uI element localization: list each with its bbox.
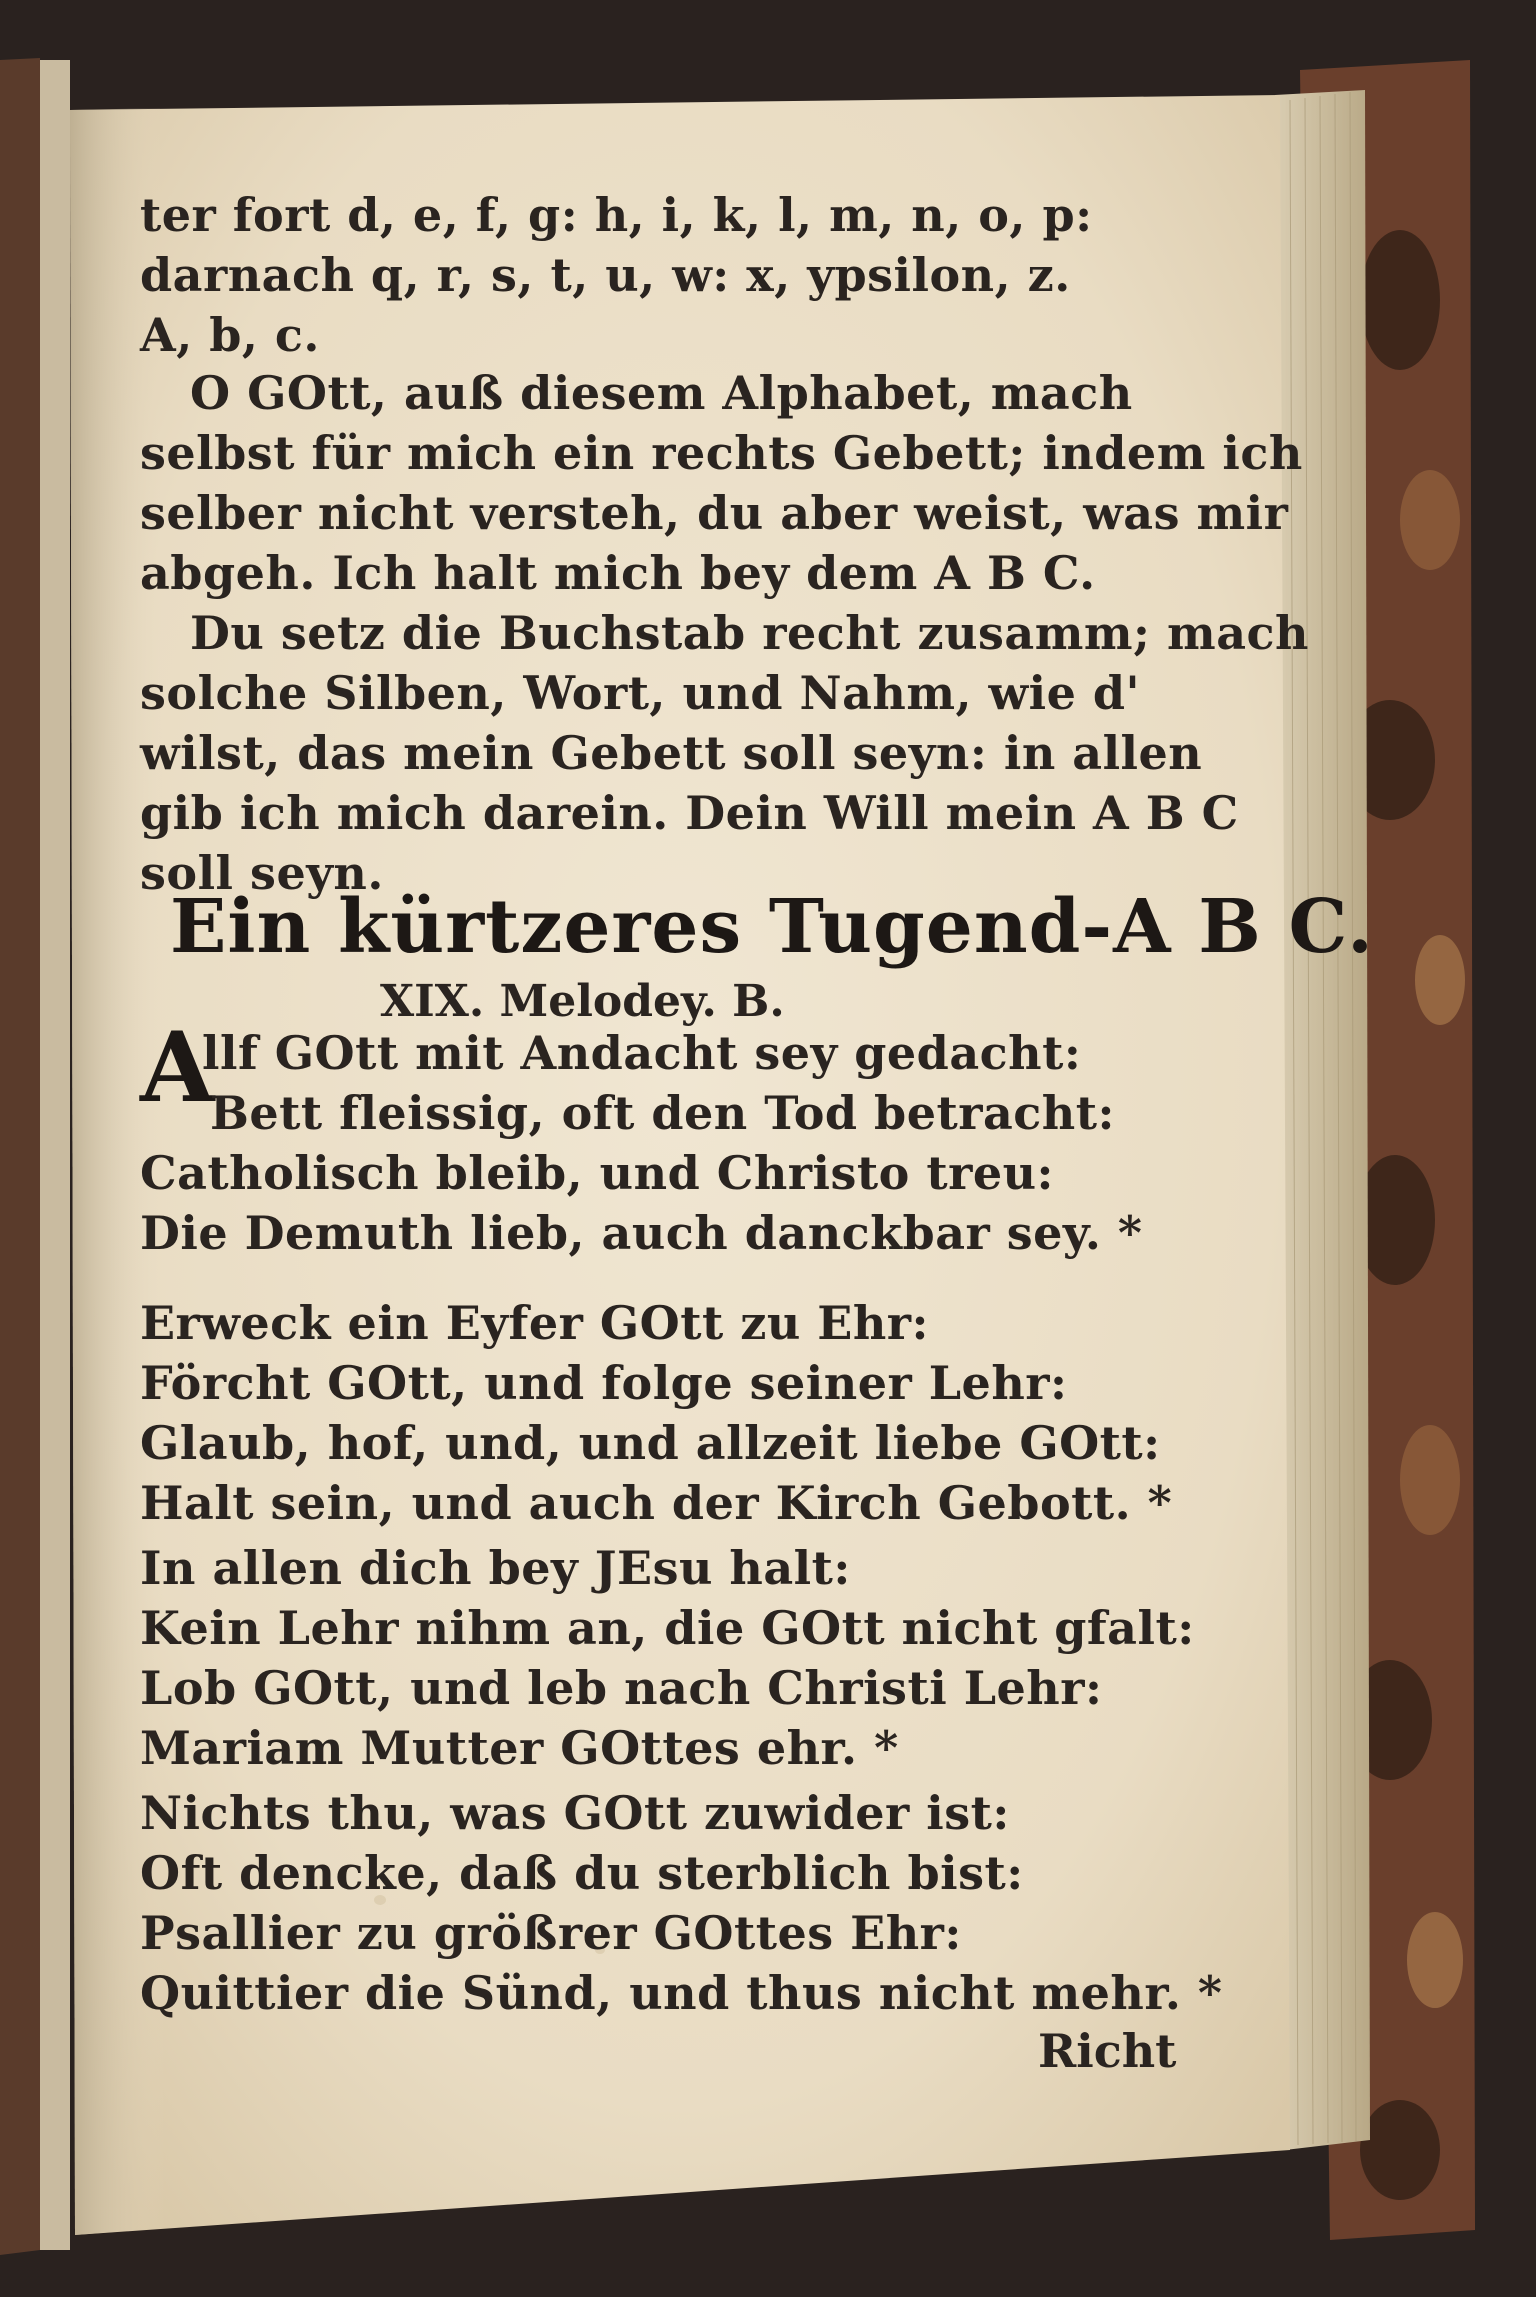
- verse-line: Mariam Mutter GOttes ehr. *: [140, 1721, 899, 1775]
- catchword: Richt: [1038, 2024, 1177, 2078]
- text-line: darnach q, r, s, t, u, w: x, ypsilon, z.: [140, 248, 1071, 302]
- verse-line: llf GOtt mit Andacht sey gedacht:: [202, 1026, 1082, 1080]
- text-line: solche Silben, Wort, und Nahm, wie d': [140, 666, 1141, 720]
- verse-line: Nichts thu, was GOtt zuwider ist:: [140, 1786, 1010, 1840]
- text-line: gib ich mich darein. Dein Will mein A B C: [140, 786, 1239, 840]
- verse-line: Halt sein, und auch der Kirch Gebott. *: [140, 1476, 1173, 1530]
- verse-line: Bett fleissig, oft den Tod betracht:: [210, 1086, 1115, 1140]
- verse-line: In allen dich bey JEsu halt:: [140, 1541, 851, 1595]
- verse-line: Förcht GOtt, und folge seiner Lehr:: [140, 1356, 1068, 1410]
- verse-line: Lob GOtt, und leb nach Christi Lehr:: [140, 1661, 1103, 1715]
- verse-line: Quittier die Sünd, und thus nicht mehr. *: [140, 1966, 1223, 2020]
- verse-line: Erweck ein Eyfer GOtt zu Ehr:: [140, 1296, 930, 1350]
- cover-board-left: [0, 58, 40, 2255]
- verse-line: Oft dencke, daß du sterblich bist:: [140, 1846, 1024, 1900]
- verse-line: Psallier zu größrer GOttes Ehr:: [140, 1906, 962, 1960]
- verse-line: Glaub, hof, und, und allzeit liebe GOtt:: [140, 1416, 1161, 1470]
- verse-line: Die Demuth lieb, auch danckbar sey. *: [140, 1206, 1143, 1260]
- text-line: A, b, c.: [140, 308, 320, 362]
- text-line: soll seyn.: [140, 846, 384, 900]
- text-line: abgeh. Ich halt mich bey dem A B C.: [140, 546, 1096, 600]
- page-edges: [1275, 90, 1370, 2150]
- section-heading: Ein kürtzeres Tugend-A B C.: [170, 884, 1374, 970]
- text-line: wilst, das mein Gebett soll seyn: in allen: [140, 726, 1203, 780]
- text-line: O GOtt, auß diesem Alphabet, mach: [190, 366, 1133, 420]
- drop-cap: A: [140, 1011, 215, 1124]
- text-line: selbst für mich ein rechts Gebett; indem ich: [140, 426, 1303, 480]
- page-text: [140, 160, 1374, 2078]
- verse-line: Kein Lehr nihm an, die GOtt nicht gfalt:: [140, 1601, 1195, 1655]
- verse-line: Catholisch bleib, und Christo treu:: [140, 1146, 1055, 1200]
- text-line: Du setz die Buchstab recht zusamm; mach: [190, 606, 1309, 660]
- text-line: ter fort d, e, f, g: h, i, k, l, m, n, o, p:: [140, 188, 1093, 242]
- text-line: selber nicht versteh, du aber weist, was mir: [140, 486, 1289, 540]
- melody-line: XIX. Melodey. B.: [380, 976, 785, 1027]
